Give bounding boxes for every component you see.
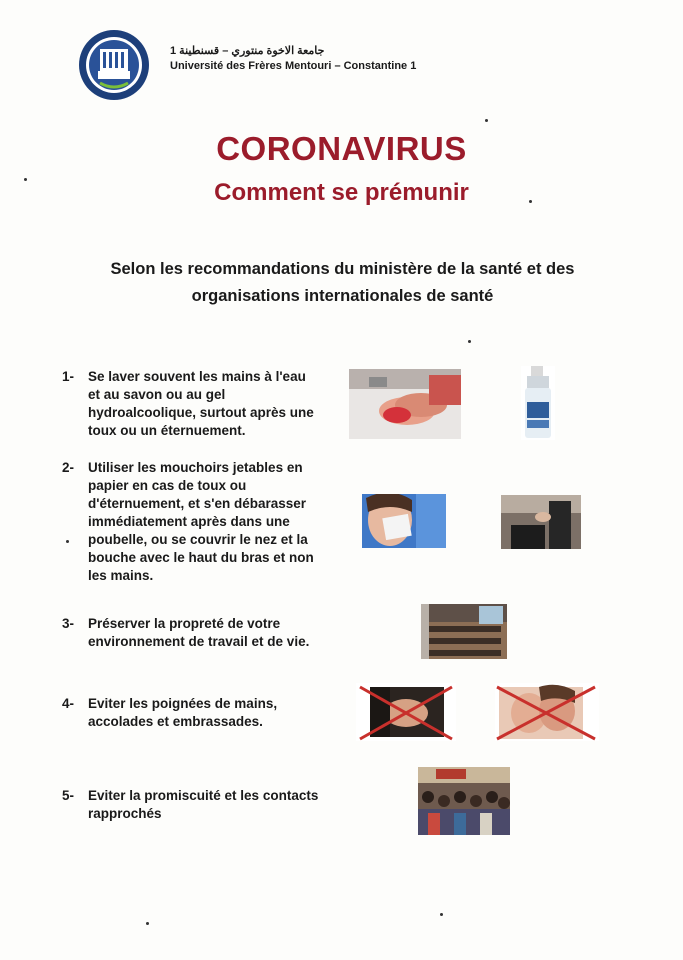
item-line: Eviter les poignées de mains, [88,696,278,711]
scan-speck [146,922,149,925]
trash-bin-image [501,495,581,549]
scan-speck [485,119,488,122]
university-name-arabic: جامعة الاخوة منتوري – قسنطينة 1 [170,45,325,57]
scan-speck [440,913,443,916]
intro-text [70,256,615,310]
item-line: Se laver souvent les mains à l'eau [88,369,306,384]
hand-sanitizer-image [521,366,555,440]
item-line: Préserver la propreté de votre [88,616,281,631]
clean-classroom-image [421,604,507,659]
item-line: accolades et embrassades. [88,714,263,729]
item-line: d'éternuement, et s'en débarasser [88,496,307,511]
page-subtitle: Comment se prémunir [214,179,469,206]
item-line: Eviter la promiscuité et les contacts [88,788,319,803]
item-line: les mains. [88,568,154,583]
item-line: environnement de travail et de vie. [88,634,310,649]
kiss-forbidden-image [495,683,599,741]
item-line: bouche avec le haut du bras et non [88,550,314,565]
intro-line: Selon les recommandations du ministère de la santé et des [110,260,575,278]
intro-line: organisations internationales de santé [191,287,494,305]
university-logo [78,29,150,101]
item-number: 3- [62,616,75,631]
item-line: rapprochés [88,806,162,821]
university-name-french: Université des Frères Mentouri – Constantine 1 [170,60,417,72]
handshake-forbidden-image [356,683,456,741]
item-number: 2- [62,460,75,475]
item-line: toux ou un éternuement. [88,423,246,438]
item-line: et au savon ou au gel [88,387,226,402]
scan-speck [468,340,471,343]
page-title: CORONAVIRUS [216,130,467,167]
item-line: papier en cas de toux ou [88,478,247,493]
item-line: immédiatement après dans une [88,514,290,529]
scan-speck [66,540,69,543]
scan-speck [529,200,532,203]
scan-speck [24,178,27,181]
item-line: hydroalcoolique, surtout après une [88,405,314,420]
item-number: 1- [62,369,75,384]
tissue-sneeze-image [362,494,446,548]
item-line: poubelle, ou se couvrir le nez et la [88,532,308,547]
crowd-image [418,767,510,835]
item-number: 5- [62,788,75,803]
handwashing-image [349,369,461,439]
item-line: Utiliser les mouchoirs jetables en [88,460,303,475]
item-number: 4- [62,696,75,711]
